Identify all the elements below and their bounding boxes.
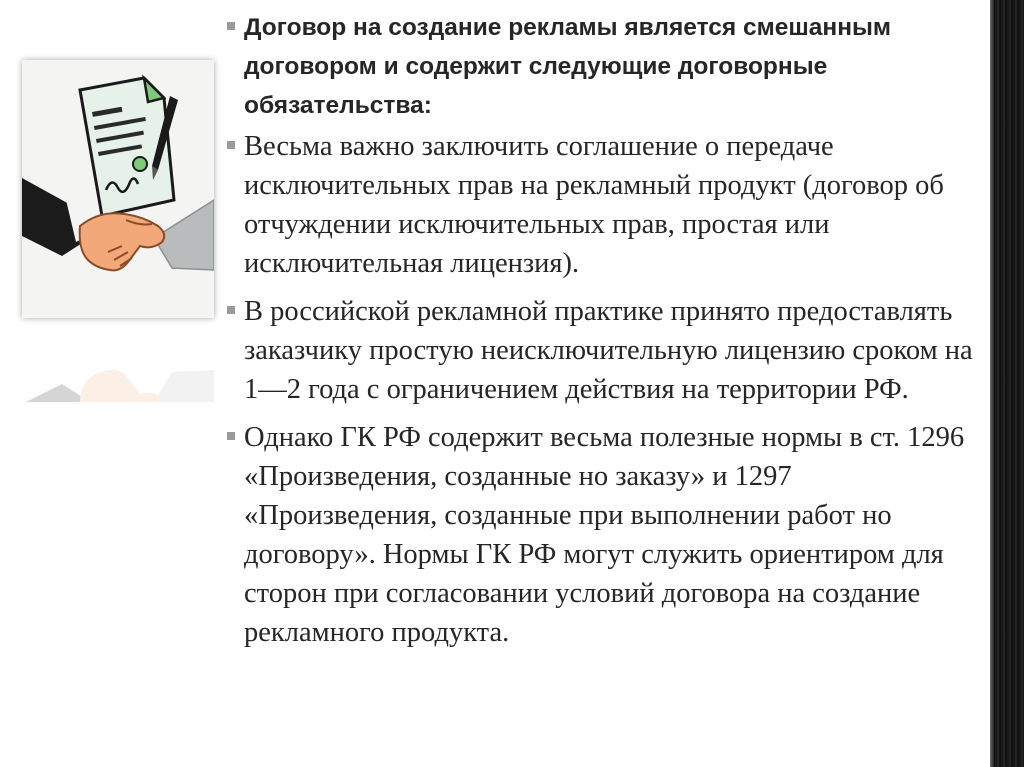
bullet-text: В российской рекламной практике принято предоставлять заказчику простую неисключительную лицензию сроком на 1—2 года с ограничением действия на территории РФ. xyxy=(244,296,973,405)
square-bullet-icon xyxy=(227,432,235,440)
handshake-contract-icon xyxy=(22,60,214,318)
square-bullet-icon xyxy=(227,141,235,149)
decorative-right-border xyxy=(990,0,1024,767)
bullet-list xyxy=(226,8,986,661)
bullet-item-exclusive-rights xyxy=(226,127,986,283)
illustration-reflection xyxy=(22,322,214,402)
handshake-contract-illustration xyxy=(22,60,214,318)
bullet-text: Договор на создание рекламы является смешанным договором и содержит следующие договорные обязательства: xyxy=(244,14,892,119)
bullet-item-russian-practice xyxy=(226,292,986,409)
bullet-item-civil-code xyxy=(226,418,986,652)
reflection-icon xyxy=(22,322,214,402)
square-bullet-icon xyxy=(227,306,235,314)
bullet-item-heading xyxy=(226,8,986,125)
bullet-text: Весьма важно заключить соглашение о передаче исключительных прав на рекламный продукт (договор об отчуждении исключительных прав, простая или исключительная лицензия). xyxy=(244,131,944,279)
square-bullet-icon xyxy=(227,22,235,30)
bullet-text: Однако ГК РФ содержит весьма полезные нормы в ст. 1296 «Произведения, созданные но заказу» и 1297 «Произведения, созданные при выполнении работ но договору». Нормы ГК РФ могут служить ориентиром для сторон при согласовании условий договора на создание рекламного продукта. xyxy=(244,422,965,648)
